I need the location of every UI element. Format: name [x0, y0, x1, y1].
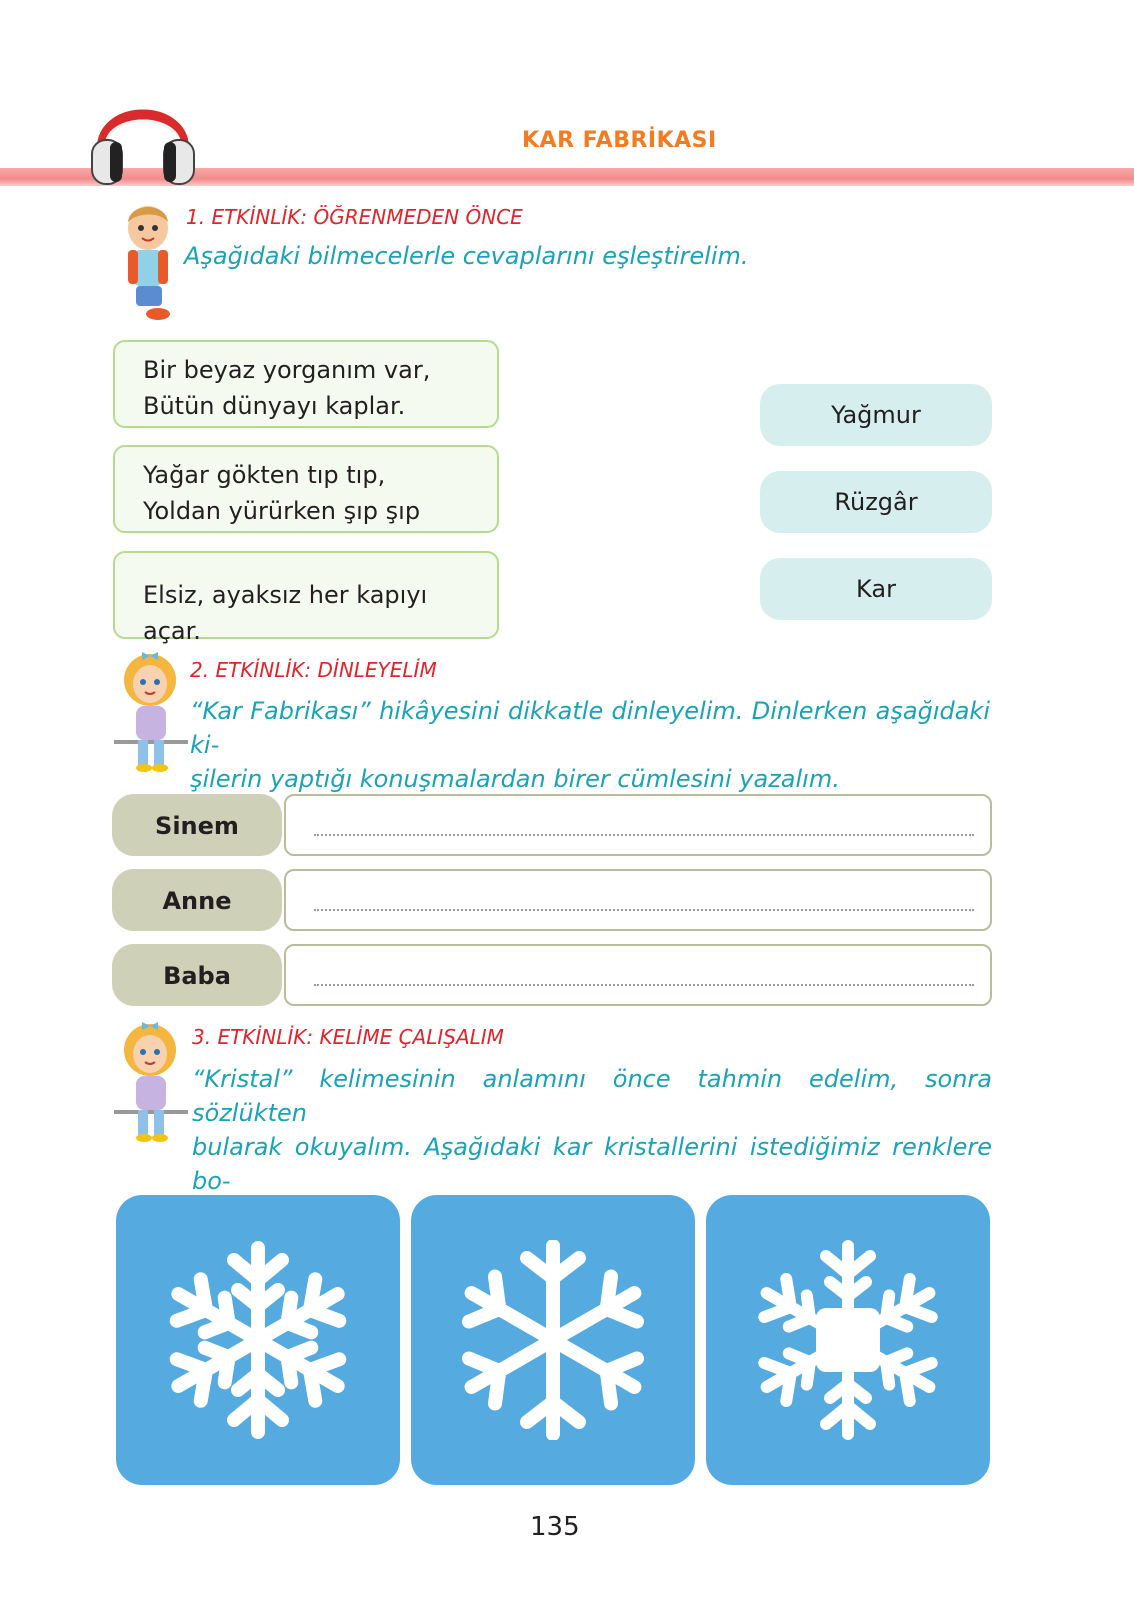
snowflake-icon	[748, 1240, 948, 1440]
activity2-line: “Kar Fabrikası” hikâyesini dikkatle dinleyelim. Dinlerken aşağıdaki ki-	[190, 697, 990, 759]
page-title: KAR FABRİKASI	[522, 128, 717, 153]
write-line-baba[interactable]	[284, 944, 992, 1006]
name-sinem: Sinem	[112, 794, 282, 856]
write-line-sinem[interactable]	[284, 794, 992, 856]
answer-kar[interactable]: Kar	[760, 558, 992, 620]
riddle-box-3[interactable]	[113, 551, 499, 645]
riddle-line: Yoldan yürürken şıp şıp	[143, 497, 421, 525]
page-number: 135	[530, 1512, 580, 1542]
riddle-line: Bir beyaz yorganım var,	[143, 356, 431, 384]
activity2-title: 2. ETKİNLİK: DİNLEYELİM	[190, 658, 437, 682]
snowflake-tile-2[interactable]	[411, 1195, 695, 1485]
riddle-box-2[interactable]	[113, 445, 499, 533]
activity2-instruction	[190, 694, 990, 796]
activity2-line: şilerin yaptığı konuşmalardan birer cümlesini yazalım.	[190, 765, 840, 793]
snowflake-tile-3[interactable]	[706, 1195, 990, 1485]
snowflake-icon	[158, 1240, 358, 1440]
riddle-line: Yağar gökten tıp tıp,	[143, 461, 386, 489]
activity3-title: 3. ETKİNLİK: KELİME ÇALIŞALIM	[192, 1025, 504, 1049]
riddle-line: Elsiz, ayaksız her kapıyı açar.	[143, 581, 428, 645]
girl-character-icon	[110, 1020, 192, 1148]
activity1-title: 1. ETKİNLİK: ÖĞRENMEDEN ÖNCE	[186, 205, 523, 229]
activity3-line: “Kristal” kelimesinin anlamını önce tahmin edelim, sonra sözlükten	[192, 1065, 992, 1127]
riddle-line: Bütün dünyayı kaplar.	[143, 392, 406, 420]
answer-ruzgar[interactable]: Rüzgâr	[760, 471, 992, 533]
snowflake-icon	[453, 1240, 653, 1440]
boy-character-icon	[108, 198, 190, 326]
write-line-anne[interactable]	[284, 869, 992, 931]
answer-yagmur[interactable]: Yağmur	[760, 384, 992, 446]
snowflake-tile-1[interactable]	[116, 1195, 400, 1485]
riddle-box-1[interactable]	[113, 340, 499, 428]
name-anne: Anne	[112, 869, 282, 931]
activity3-line: bularak okuyalım. Aşağıdaki kar kristallerini istediğimiz renklere bo-	[192, 1133, 992, 1195]
girl-character-icon	[110, 650, 192, 778]
headphones-icon	[88, 82, 198, 186]
activity1-instruction: Aşağıdaki bilmecelerle cevaplarını eşleştirelim.	[184, 242, 749, 270]
name-baba: Baba	[112, 944, 282, 1006]
